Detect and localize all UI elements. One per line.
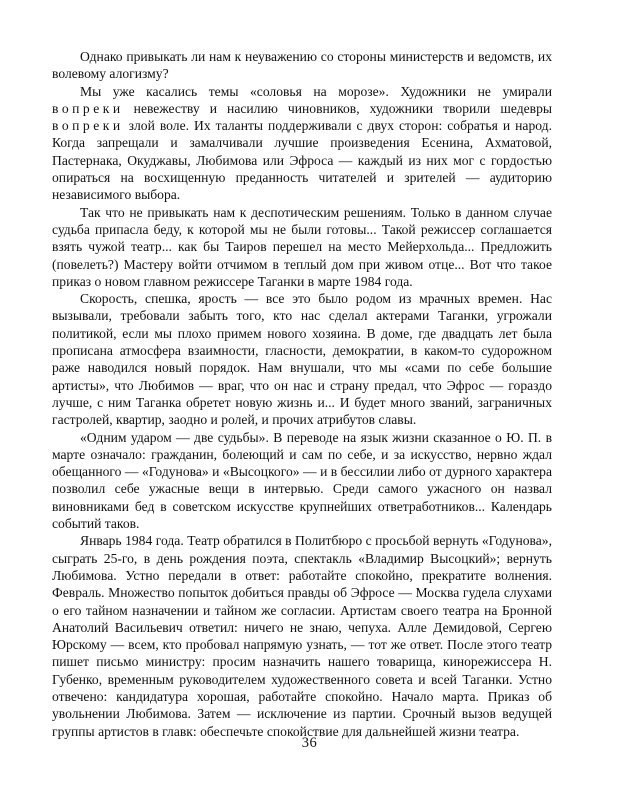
paragraph — [52, 429, 552, 533]
text-segment: Так что не привыкать нам к деспотическим решениям. Только в данном случае судьба припасла беду, к которой мы не были готовы... Такой режиссер соглашается взять чужой театр... как бы Таиров перешел на место Мейерхольда... Предложить (повелеть?) Мастеру войти отчимом в теплый дом при живом отце... Вот что такое приказ о новом главном режиссере Таганки в марте 1984 года. — [52, 204, 552, 289]
text-segment: Январь 1984 года. Театр обратился в Политбюро с просьбой вернуть «Годунова», сыграть 25-го, в день рождения поэта, спектакль «Владимир Высоцкий»; вернуть Любимова. Устно передали в ответ: работайте спокойно, прекратите волнения. Февраль. Множество попыток добиться правды об Эфросе — Москва гудела слухами о его тайном назначении и тайном же согласии. Артистам своего театра на Бронной Анатолий Васильевич ответил: ничего не знаю, чепуха. Алле Демидовой, Сергею Юрскому — всем, кто пробовал напрямую узнать, — тот же ответ. После этого театр пишет письмо министру: просим назначить нашего товарища, кинорежиссера Н. Губенко, временным руководителем художественного совета и всей Таганки. Устно отвечено: кандидатура хорошая, работайте спокойно. Начало марта. Приказ об увольнении Любимова. Затем — исключение из партии. Срочный вызов ведущей группы артистов в главк: обеспечьте спокойствие для дальнейшей жизни театра. — [52, 533, 552, 739]
paragraph — [52, 204, 552, 290]
page-number: 36 — [301, 735, 318, 751]
text-body — [52, 48, 552, 740]
text-segment: невежеству и насилию чиновников, художники творили шедевры — [123, 100, 552, 116]
paragraph — [52, 290, 552, 428]
text-segment: злой воле. Их таланты поддерживали с двух сторон: собратья и народ. Когда запрещали и замалчивали лучшие произведения Есенина, Ахматовой, Пастернака, Окуджавы, Любимова или Эфроса — каждый из них мог с гордостью опираться на восхищенную преданность читателей и зрителей — аудиторию независимого выбора. — [52, 118, 552, 203]
paragraph — [52, 48, 552, 83]
emphasized-word: вопреки — [52, 118, 124, 134]
text-segment: Мы уже касались темы «соловья на морозе». Художники не умирали — [80, 83, 552, 99]
text-segment: «Одним ударом — две судьбы». В переводе на язык жизни сказанное о Ю. П. в марте означало: гражданин, болеющий и сам по себе, и за искусство, нервно ждал обещанного — «Годунова» и «Высоцкого» — и в бессилии либо от дурного характера позволил себе ужасные вещи в интервью. Среди самого ужасного он назвал виновниками бед в советском искусстве крупнейших ответработников... Календарь событий таков. — [52, 429, 552, 532]
text-segment: Скорость, спешка, ярость — все это было родом из мрачных времен. Нас вызывали, требовали забыть того, кто нас сделал актерами Таганки, угрожали политикой, если мы плохо примем нового хозяина. В доме, где двадцать лет была прописана атмосфера взаимности, гласности, демократии, в каком-то судорожном раже наводился новый порядок. Нам внушали, что мы «сами по себе большие артисты», что Любимов — враг, что он нас и страну предал, что Эфрос — гораздо лучше, с ним Таганка обретет новую жизнь и... И будет много званий, заграничных гастролей, квартир, заодно и ролей, и прочих атрибутов славы. — [52, 291, 552, 428]
paragraph — [52, 532, 552, 740]
emphasized-word: вопреки — [52, 100, 124, 116]
page-body — [52, 48, 552, 740]
text-segment: Однако привыкать ли нам к неуважению со стороны министерств и ведомств, их волевому алогизму? — [52, 49, 552, 82]
paragraph — [52, 83, 552, 204]
